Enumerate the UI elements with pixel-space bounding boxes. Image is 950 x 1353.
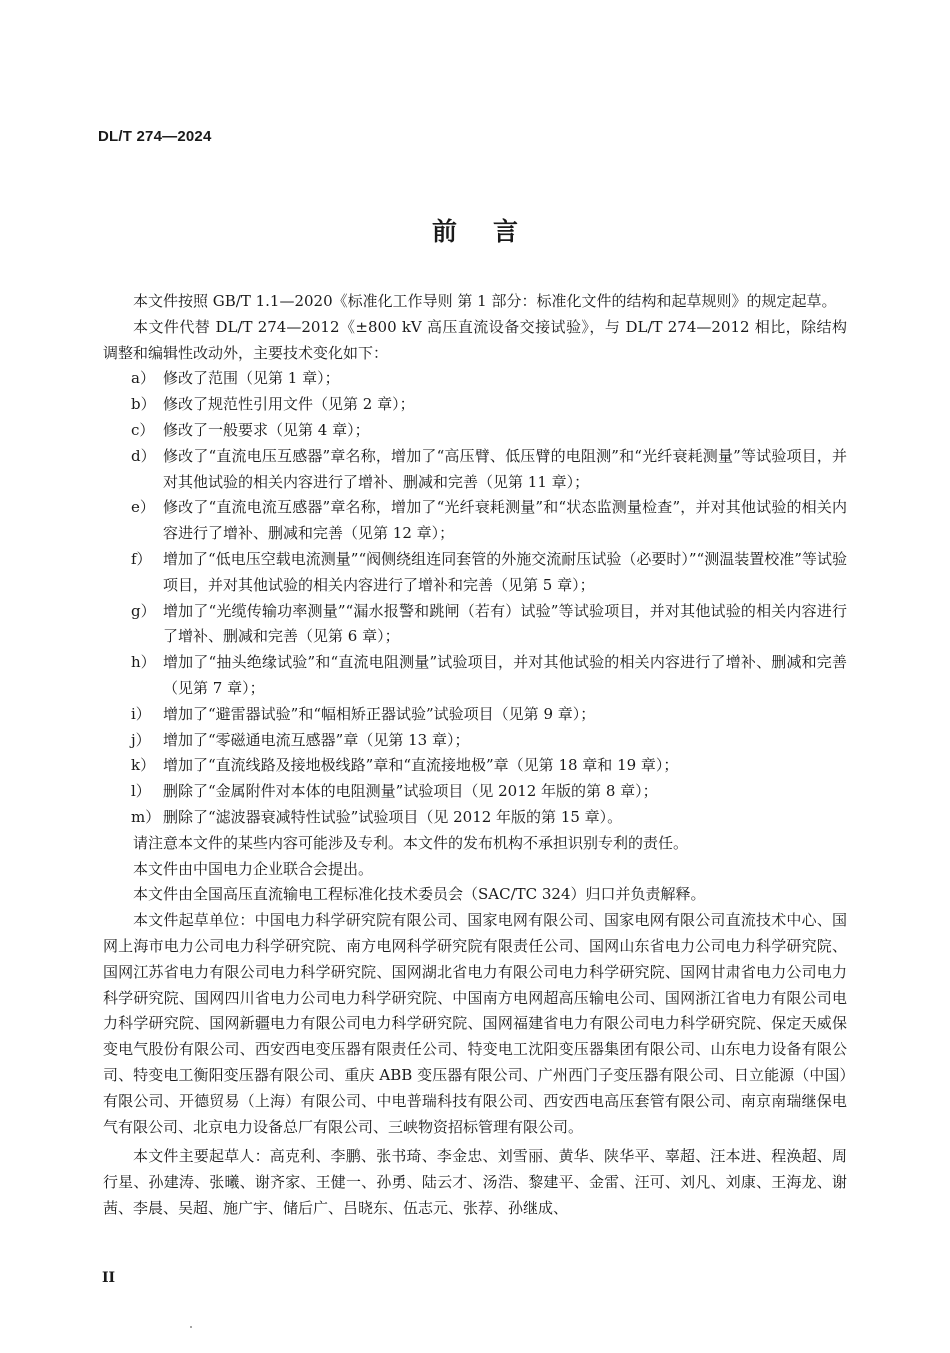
- list-item-text: 删除了“金属附件对本体的电阻测量”试验项目（见 2012 年版的第 8 章）；: [163, 782, 658, 801]
- list-item: [103, 650, 847, 702]
- list-item-text: 修改了范围（见第 1 章）；: [163, 369, 340, 388]
- paragraph-drafters: 本文件主要起草人：高克利、李鹏、张书琦、李金忠、刘雪丽、黄华、陕华平、辜超、汪本进、程涣超、周行星、孙建涛、张曦、谢齐家、王健一、孙勇、陆云才、汤浩、黎建平、金雷、汪可、刘凡、刘康、王海龙、谢茜、李晨、吴超、施广宇、储后广、吕晓东、伍志元、张荐、孙继成、: [103, 1147, 847, 1217]
- paragraph-committee: 本文件由全国高压直流输电工程标准化技术委员会（SAC/TC 324）归口并负责解释。: [133, 885, 706, 904]
- document-code: DL/T 274—2024: [98, 128, 212, 145]
- list-marker: c）: [131, 420, 155, 439]
- list-marker: j）: [131, 730, 151, 749]
- list-item: [103, 702, 847, 728]
- list-item-text: 删除了“滤波器衰减特性试验”试验项目（见 2012 年版的第 15 章）。: [163, 807, 623, 826]
- list-item-text: 增加了“零磁通电流互感器”章（见第 13 章）；: [163, 730, 470, 749]
- list-item: [103, 366, 847, 392]
- list-marker: d）: [131, 446, 156, 465]
- list-marker: e）: [131, 498, 155, 517]
- list-item: [103, 753, 847, 779]
- list-marker: b）: [131, 395, 156, 414]
- list-item: [103, 547, 847, 599]
- document-body: [103, 289, 847, 1222]
- scan-speck: [190, 1326, 192, 1328]
- paragraph-proposer: 本文件由中国电力企业联合会提出。: [133, 859, 374, 878]
- list-item-text: 修改了一般要求（见第 4 章）；: [163, 420, 370, 439]
- paragraph-replacement: 本文件代替 DL/T 274—2012《±800 kV 高压直流设备交接试验》，与 DL/T 274—2012 相比，除结构调整和编辑性改动外，主要技术变化如下：: [103, 317, 847, 362]
- list-item-text: 增加了“避雷器试验”和“幅相矫正器试验”试验项目（见第 9 章）；: [163, 704, 596, 723]
- list-marker: m）: [131, 807, 161, 826]
- list-item: [103, 444, 847, 496]
- list-item-text: 修改了“直流电压互感器”章名称，增加了“高压臂、低压臂的电阻测”和“光纤衰耗测量”等试验项目，并对其他试验的相关内容进行了增补、删减和完善（见第 11 章）；: [163, 446, 847, 491]
- list-marker: l）: [131, 782, 151, 801]
- list-item-text: 增加了“光缆传输功率测量”“漏水报警和跳闸（若有）试验”等试验项目，并对其他试验的相关内容进行了增补、删减和完善（见第 6 章）；: [163, 601, 847, 646]
- paragraph-patent-notice: 请注意本文件的某些内容可能涉及专利。本文件的发布机构不承担识别专利的责任。: [133, 833, 689, 852]
- list-marker: k）: [131, 756, 156, 775]
- list-item: [103, 599, 847, 651]
- list-marker: i）: [131, 704, 151, 723]
- list-item: [103, 805, 847, 831]
- page-title: 前言: [431, 217, 554, 246]
- page-number: II: [102, 1270, 116, 1286]
- paragraph-drafting-units: 本文件起草单位：中国电力科学研究院有限公司、国家电网有限公司、国家电网有限公司直流技术中心、国网上海市电力公司电力科学研究院、南方电网科学研究院有限责任公司、国网山东省电力公司电力科学研究院、国网江苏省电力有限公司电力科学研究院、国网湖北省电力有限公司电力科学研究院、国网甘肃省电力公司电力科学研究院、国网四川省电力公司电力科学研究院、中国南方电网超高压输电公司、国网浙江省电力有限公司电力科学研究院、国网新疆电力有限公司电力科学研究院、国网福建省电力有限公司电力科学研究院、保定天威保变电气股份有限公司、西安西电变压器有限责任公司、特变电工沈阳变压器集团有限公司、山东电力设备有限公司、特变电工衡阳变压器有限公司、重庆 ABB 变压器有限公司、广州西门子变压器有限公司、日立能源（中国）有限公司、开德贸易（上海）有限公司、中电普瑞科技有限公司、西安西电高压套管有限公司、南京南瑞继保电气有限公司、北京电力设备总厂有限公司、三峡物资招标管理有限公司。: [103, 911, 847, 1136]
- list-marker: f）: [131, 549, 152, 568]
- list-marker: g）: [131, 601, 156, 620]
- paragraph-drafting-basis: 本文件按照 GB/T 1.1—2020《标准化工作导则 第 1 部分：标准化文件的结构和起草规则》的规定起草。: [133, 292, 837, 310]
- list-item-text: 修改了“直流电流互感器”章名称，增加了“光纤衰耗测量”和“状态监测量检查”，并对其他试验的相关内容进行了增补、删减和完善（见第 12 章）；: [163, 498, 847, 543]
- list-marker: h）: [131, 653, 156, 672]
- list-item: [103, 418, 847, 444]
- list-item-text: 增加了“直流线路及接地极线路”章和“直流接地极”章（见第 18 章和 19 章）；: [163, 756, 679, 775]
- list-item: [103, 495, 847, 547]
- list-item: [103, 392, 847, 418]
- list-item-text: 修改了规范性引用文件（见第 2 章）；: [163, 395, 415, 414]
- list-item-text: 增加了“抽头绝缘试验”和“直流电阻测量”试验项目，并对其他试验的相关内容进行了增补、删减和完善（见第 7 章）；: [163, 653, 847, 697]
- list-item-text: 增加了“低电压空载电流测量”“阀侧绕组连同套管的外施交流耐压试验（必要时）”“测温装置校准”等试验项目，并对其他试验的相关内容进行了增补和完善（见第 5 章）；: [163, 549, 847, 594]
- list-item: [103, 728, 847, 754]
- list-item: [103, 779, 847, 805]
- list-marker: a）: [131, 369, 155, 388]
